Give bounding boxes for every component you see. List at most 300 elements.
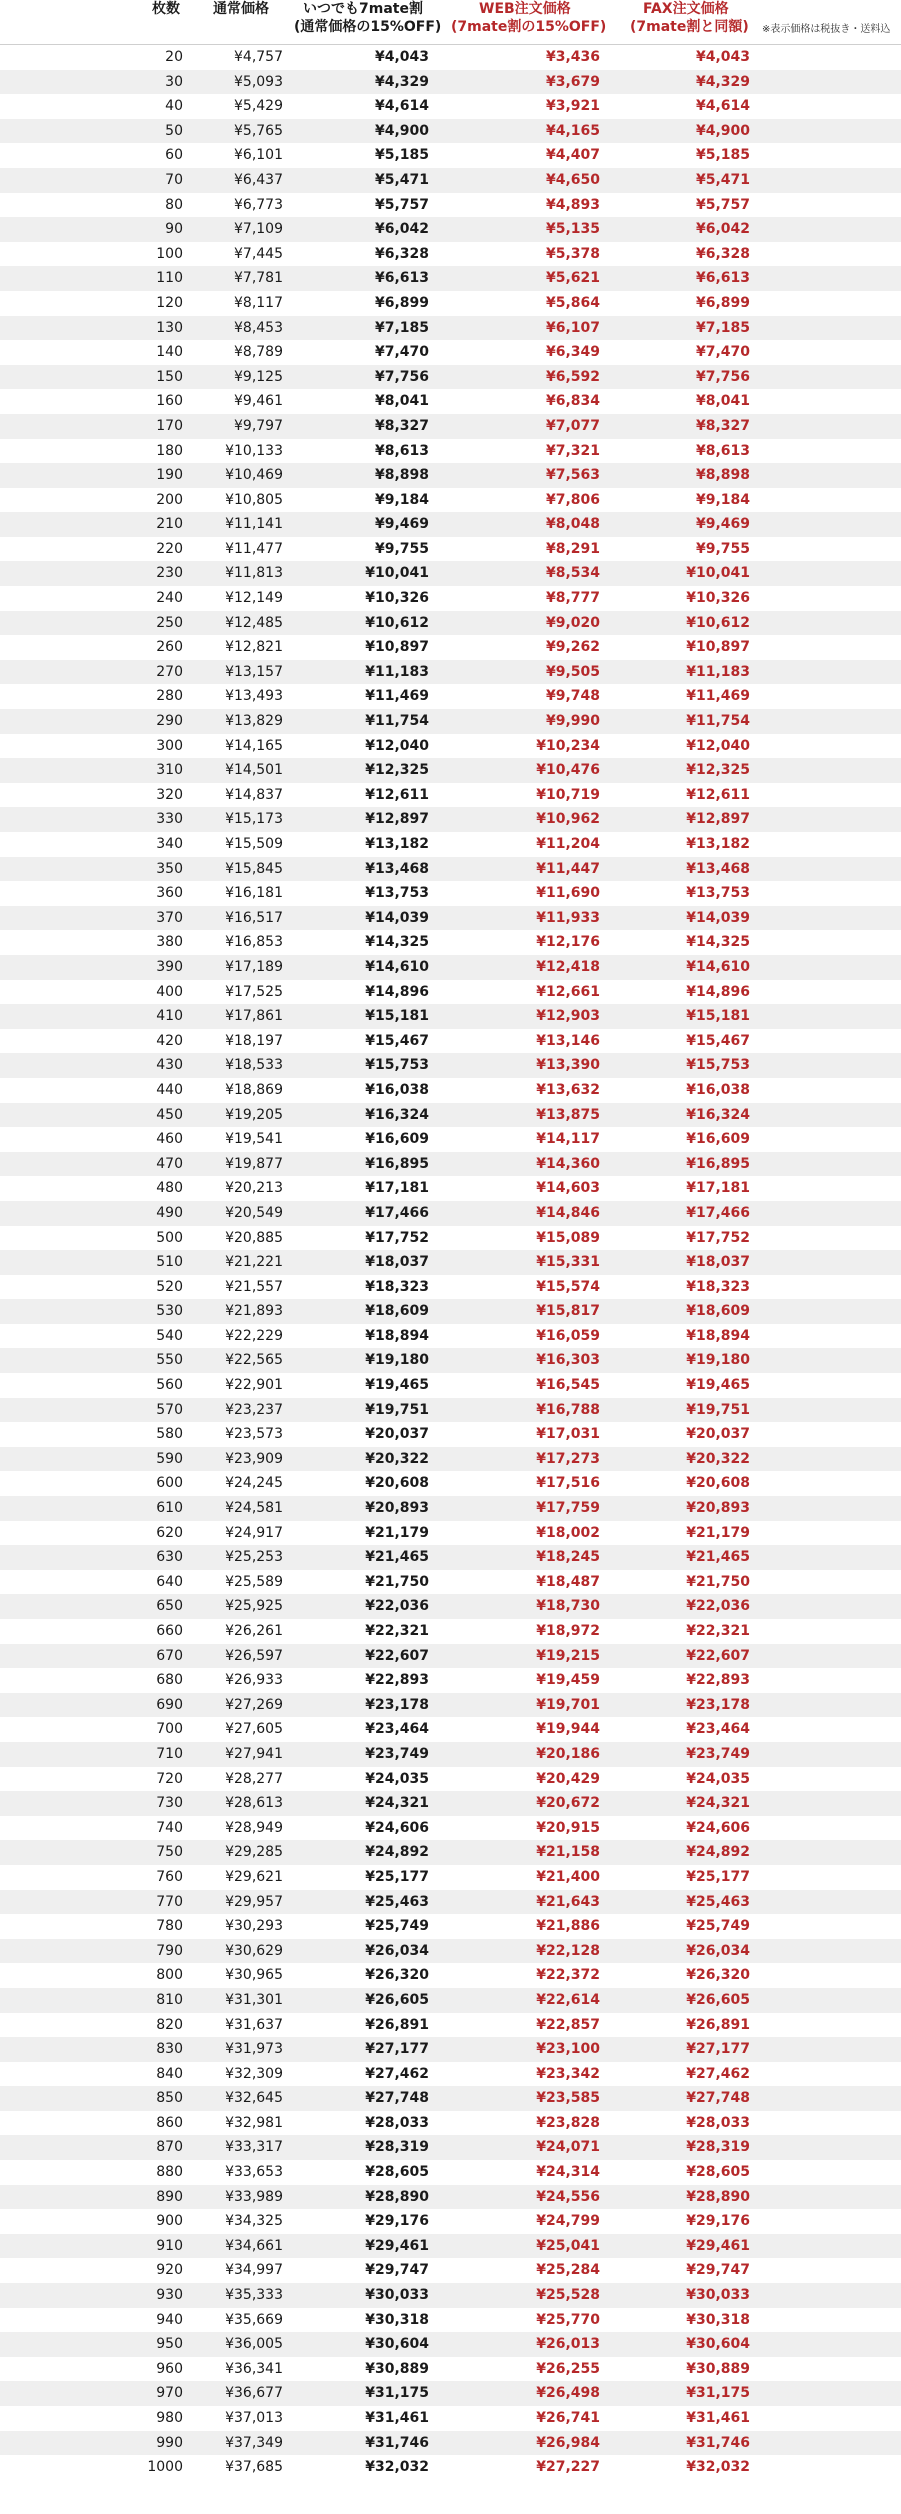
web-price-cell: ¥27,227 (536, 2459, 600, 2476)
table-row (0, 1742, 901, 1767)
web-price-cell: ¥26,741 (536, 2410, 600, 2426)
web-price-cell: ¥24,799 (536, 2213, 600, 2230)
table-row (0, 1103, 901, 1128)
sevenmate-price-cell: ¥20,893 (365, 1500, 429, 1517)
regular-price-cell: ¥19,877 (225, 1155, 283, 1172)
table-row (0, 955, 901, 980)
quantity-cell: 440 (156, 1081, 183, 1098)
fax-price-cell: ¥14,325 (686, 934, 750, 951)
regular-price-cell: ¥20,885 (225, 1229, 283, 1246)
regular-price-cell: ¥16,853 (225, 934, 283, 951)
web-price-cell: ¥11,447 (536, 860, 600, 877)
regular-price-cell: ¥9,461 (234, 393, 283, 410)
regular-price-cell: ¥28,949 (225, 1819, 283, 1836)
regular-price-cell: ¥8,789 (234, 344, 283, 361)
web-price-cell: ¥16,059 (536, 1327, 600, 1344)
table-row (0, 389, 901, 414)
fax-price-cell: ¥22,321 (686, 1623, 750, 1639)
regular-price-cell: ¥18,533 (225, 1057, 283, 1074)
table-row (0, 242, 901, 267)
fax-price-cell: ¥5,185 (695, 147, 750, 164)
fax-price-cell: ¥26,605 (686, 1991, 750, 2008)
quantity-cell: 910 (156, 2237, 183, 2254)
regular-price-cell: ¥24,245 (225, 1475, 283, 1492)
quantity-cell: 640 (156, 1573, 183, 1590)
sevenmate-price-cell: ¥24,606 (365, 1819, 429, 1836)
fax-price-cell: ¥24,606 (686, 1819, 750, 1836)
fax-price-cell: ¥7,756 (695, 368, 750, 385)
header-web-subtitle: (7mate割の15%OFF) (451, 19, 607, 35)
quantity-cell: 350 (156, 860, 183, 877)
table-row (0, 70, 901, 95)
sevenmate-price-cell: ¥31,461 (365, 2410, 429, 2426)
sevenmate-price-cell: ¥6,328 (374, 245, 429, 262)
fax-price-cell: ¥8,898 (695, 467, 750, 484)
fax-price-cell: ¥30,889 (686, 2360, 750, 2377)
fax-price-cell: ¥27,462 (686, 2065, 750, 2082)
table-row (0, 1004, 901, 1029)
fax-price-cell: ¥23,464 (686, 1721, 750, 1738)
sevenmate-price-cell: ¥19,180 (365, 1352, 429, 1369)
sevenmate-price-cell: ¥24,035 (365, 1770, 429, 1787)
fax-price-cell: ¥26,891 (686, 2016, 750, 2033)
quantity-cell: 380 (156, 934, 183, 951)
regular-price-cell: ¥5,429 (234, 98, 283, 115)
header-fax-subtitle: (7mate割と同額) (630, 19, 749, 35)
regular-price-cell: ¥37,013 (225, 2410, 283, 2426)
regular-price-cell: ¥36,341 (225, 2360, 283, 2377)
quantity-cell: 420 (156, 1032, 183, 1049)
fax-price-cell: ¥25,463 (686, 1893, 750, 1910)
sevenmate-price-cell: ¥7,185 (374, 319, 429, 336)
sevenmate-price-cell: ¥24,892 (365, 1844, 429, 1861)
fax-price-cell: ¥30,604 (686, 2336, 750, 2353)
table-row (0, 488, 901, 513)
web-price-cell: ¥20,429 (536, 1770, 600, 1787)
table-row (0, 1226, 901, 1251)
fax-price-cell: ¥32,032 (686, 2459, 750, 2476)
regular-price-cell: ¥29,957 (225, 1893, 283, 1910)
web-price-cell: ¥8,534 (545, 565, 600, 582)
web-price-cell: ¥12,903 (536, 1008, 600, 1025)
fax-price-cell: ¥22,036 (686, 1598, 750, 1615)
fax-price-cell: ¥29,461 (686, 2237, 750, 2254)
table-row (0, 2381, 901, 2406)
table-row (0, 1053, 901, 1078)
regular-price-cell: ¥29,621 (225, 1868, 283, 1885)
table-row (0, 1521, 901, 1546)
table-row (0, 1594, 901, 1619)
sevenmate-price-cell: ¥8,327 (374, 417, 429, 434)
quantity-cell: 930 (156, 2287, 183, 2304)
sevenmate-price-cell: ¥7,756 (374, 368, 429, 385)
web-price-cell: ¥25,528 (536, 2287, 600, 2304)
regular-price-cell: ¥30,965 (225, 1967, 283, 1984)
quantity-cell: 730 (156, 1795, 183, 1812)
regular-price-cell: ¥13,493 (225, 688, 283, 705)
web-price-cell: ¥20,186 (536, 1745, 600, 1762)
sevenmate-price-cell: ¥31,746 (365, 2434, 429, 2451)
web-price-cell: ¥24,314 (536, 2164, 600, 2181)
fax-price-cell: ¥12,897 (686, 811, 750, 828)
quantity-cell: 130 (156, 319, 183, 336)
quantity-cell: 570 (156, 1401, 183, 1418)
sevenmate-price-cell: ¥7,470 (374, 344, 429, 361)
table-row (0, 1570, 901, 1595)
sevenmate-price-cell: ¥21,750 (365, 1573, 429, 1590)
regular-price-cell: ¥11,813 (225, 565, 283, 582)
regular-price-cell: ¥9,125 (234, 368, 283, 385)
regular-price-cell: ¥17,861 (225, 1008, 283, 1025)
regular-price-cell: ¥4,757 (234, 49, 283, 65)
sevenmate-price-cell: ¥12,897 (365, 811, 429, 828)
sevenmate-price-cell: ¥22,036 (365, 1598, 429, 1615)
fax-price-cell: ¥23,178 (686, 1696, 750, 1713)
fax-price-cell: ¥29,176 (686, 2213, 750, 2230)
regular-price-cell: ¥33,653 (225, 2164, 283, 2181)
sevenmate-price-cell: ¥15,181 (365, 1008, 429, 1025)
table-row (0, 1865, 901, 1890)
sevenmate-price-cell: ¥21,465 (365, 1549, 429, 1566)
quantity-cell: 220 (156, 540, 183, 557)
table-row (0, 2160, 901, 2185)
regular-price-cell: ¥27,941 (225, 1745, 283, 1762)
quantity-cell: 240 (156, 590, 183, 607)
web-price-cell: ¥16,788 (536, 1401, 600, 1418)
fax-price-cell: ¥8,327 (695, 417, 750, 434)
fax-price-cell: ¥21,179 (686, 1524, 750, 1541)
regular-price-cell: ¥34,661 (225, 2237, 283, 2254)
fax-price-cell: ¥10,041 (686, 565, 750, 582)
quantity-cell: 630 (156, 1549, 183, 1566)
web-price-cell: ¥23,342 (536, 2065, 600, 2082)
fax-price-cell: ¥13,468 (686, 860, 750, 877)
quantity-cell: 410 (156, 1008, 183, 1025)
sevenmate-price-cell: ¥5,185 (374, 147, 429, 164)
regular-price-cell: ¥21,557 (225, 1278, 283, 1295)
fax-price-cell: ¥6,899 (695, 294, 750, 311)
web-price-cell: ¥9,262 (545, 639, 600, 656)
fax-price-cell: ¥18,037 (686, 1254, 750, 1271)
quantity-cell: 710 (156, 1745, 183, 1762)
web-price-cell: ¥13,632 (536, 1081, 600, 1098)
fax-price-cell: ¥20,608 (686, 1475, 750, 1492)
fax-price-cell: ¥18,609 (686, 1303, 750, 1320)
fax-price-cell: ¥10,612 (686, 614, 750, 631)
table-row (0, 1152, 901, 1177)
quantity-cell: 270 (156, 663, 183, 680)
regular-price-cell: ¥14,501 (225, 762, 283, 779)
fax-price-cell: ¥23,749 (686, 1745, 750, 1762)
sevenmate-price-cell: ¥11,469 (365, 688, 429, 705)
quantity-cell: 940 (156, 2311, 183, 2328)
fax-price-cell: ¥28,319 (686, 2139, 750, 2156)
sevenmate-price-cell: ¥8,898 (374, 467, 429, 484)
web-price-cell: ¥6,834 (545, 393, 600, 410)
sevenmate-price-cell: ¥12,325 (365, 762, 429, 779)
table-row (0, 684, 901, 709)
regular-price-cell: ¥8,117 (234, 294, 283, 311)
web-price-cell: ¥20,915 (536, 1819, 600, 1836)
fax-price-cell: ¥14,610 (686, 958, 750, 975)
sevenmate-price-cell: ¥4,900 (374, 122, 429, 139)
web-price-cell: ¥7,077 (545, 417, 600, 434)
regular-price-cell: ¥23,237 (225, 1401, 283, 1418)
sevenmate-price-cell: ¥5,471 (374, 171, 429, 188)
regular-price-cell: ¥36,677 (225, 2385, 283, 2402)
sevenmate-price-cell: ¥20,608 (365, 1475, 429, 1492)
quantity-cell: 840 (156, 2065, 183, 2082)
web-price-cell: ¥18,972 (536, 1623, 600, 1639)
table-row (0, 2357, 901, 2382)
quantity-cell: 700 (156, 1721, 183, 1738)
web-price-cell: ¥10,719 (536, 786, 600, 803)
quantity-cell: 600 (156, 1475, 183, 1492)
regular-price-cell: ¥10,469 (225, 467, 283, 484)
regular-price-cell: ¥17,189 (225, 958, 283, 975)
regular-price-cell: ¥31,637 (225, 2016, 283, 2033)
web-price-cell: ¥18,245 (536, 1549, 600, 1566)
fax-price-cell: ¥20,037 (686, 1426, 750, 1443)
table-row (0, 2258, 901, 2283)
sevenmate-price-cell: ¥23,749 (365, 1745, 429, 1762)
quantity-cell: 510 (156, 1254, 183, 1271)
sevenmate-price-cell: ¥28,605 (365, 2164, 429, 2181)
fax-price-cell: ¥21,750 (686, 1573, 750, 1590)
quantity-cell: 750 (156, 1844, 183, 1861)
table-row (0, 537, 901, 562)
web-price-cell: ¥26,255 (536, 2360, 600, 2377)
web-price-cell: ¥9,505 (545, 663, 600, 680)
web-price-cell: ¥9,990 (545, 713, 600, 730)
table-row (0, 193, 901, 218)
fax-price-cell: ¥16,038 (686, 1081, 750, 1098)
fax-price-cell: ¥6,613 (695, 270, 750, 287)
quantity-cell: 470 (156, 1155, 183, 1172)
table-row (0, 463, 901, 488)
regular-price-cell: ¥18,197 (225, 1032, 283, 1049)
sevenmate-price-cell: ¥16,895 (365, 1155, 429, 1172)
quantity-cell: 580 (156, 1426, 183, 1443)
fax-price-cell: ¥8,613 (695, 442, 750, 459)
fax-price-cell: ¥28,890 (686, 2188, 750, 2205)
regular-price-cell: ¥17,525 (225, 983, 283, 1000)
table-row (0, 906, 901, 931)
quantity-cell: 460 (156, 1131, 183, 1148)
sevenmate-price-cell: ¥20,037 (365, 1426, 429, 1443)
web-price-cell: ¥17,759 (536, 1500, 600, 1517)
quantity-cell: 660 (156, 1623, 183, 1639)
table-row (0, 660, 901, 685)
quantity-cell: 740 (156, 1819, 183, 1836)
regular-price-cell: ¥19,541 (225, 1131, 283, 1148)
table-row (0, 734, 901, 759)
tax-shipping-note: ※表示価格は税抜き・送料込 (762, 24, 891, 35)
table-row (0, 1619, 901, 1644)
table-row (0, 1644, 901, 1669)
table-row (0, 758, 901, 783)
table-row (0, 561, 901, 586)
table-row (0, 168, 901, 193)
table-row (0, 1890, 901, 1915)
table-row (0, 1250, 901, 1275)
sevenmate-price-cell: ¥6,899 (374, 294, 429, 311)
web-price-cell: ¥4,165 (545, 122, 600, 139)
regular-price-cell: ¥14,837 (225, 786, 283, 803)
web-price-cell: ¥5,378 (545, 245, 600, 262)
table-row (0, 1176, 901, 1201)
web-price-cell: ¥10,234 (536, 737, 600, 754)
web-price-cell: ¥9,748 (545, 688, 600, 705)
sevenmate-price-cell: ¥14,039 (365, 909, 429, 926)
web-price-cell: ¥16,303 (536, 1352, 600, 1369)
fax-price-cell: ¥9,469 (695, 516, 750, 533)
fax-price-cell: ¥18,323 (686, 1278, 750, 1295)
sevenmate-price-cell: ¥27,177 (365, 2041, 429, 2058)
quantity-cell: 950 (156, 2336, 183, 2353)
sevenmate-price-cell: ¥18,037 (365, 1254, 429, 1271)
fax-price-cell: ¥28,605 (686, 2164, 750, 2181)
fax-price-cell: ¥11,754 (686, 713, 750, 730)
fax-price-cell: ¥31,746 (686, 2434, 750, 2451)
sevenmate-price-cell: ¥17,466 (365, 1204, 429, 1221)
table-row (0, 2086, 901, 2111)
regular-price-cell: ¥24,581 (225, 1500, 283, 1517)
sevenmate-price-cell: ¥14,325 (365, 934, 429, 951)
web-price-cell: ¥25,284 (536, 2262, 600, 2279)
sevenmate-price-cell: ¥22,607 (365, 1647, 429, 1664)
quantity-cell: 990 (156, 2434, 183, 2451)
table-row (0, 1275, 901, 1300)
web-price-cell: ¥14,360 (536, 1155, 600, 1172)
regular-price-cell: ¥29,285 (225, 1844, 283, 1861)
regular-price-cell: ¥33,989 (225, 2188, 283, 2205)
quantity-cell: 150 (156, 368, 183, 385)
sevenmate-price-cell: ¥4,329 (374, 73, 429, 90)
sevenmate-price-cell: ¥10,897 (365, 639, 429, 656)
quantity-cell: 900 (156, 2213, 183, 2230)
fax-price-cell: ¥15,181 (686, 1008, 750, 1025)
quantity-cell: 330 (156, 811, 183, 828)
quantity-cell: 160 (156, 393, 183, 410)
regular-price-cell: ¥25,253 (225, 1549, 283, 1566)
table-row (0, 1767, 901, 1792)
sevenmate-price-cell: ¥20,322 (365, 1450, 429, 1467)
sevenmate-price-cell: ¥23,464 (365, 1721, 429, 1738)
quantity-cell: 860 (156, 2114, 183, 2131)
fax-price-cell: ¥13,182 (686, 836, 750, 852)
table-row (0, 611, 901, 636)
header-qty: 枚数 (152, 1, 180, 17)
sevenmate-price-cell: ¥28,890 (365, 2188, 429, 2205)
regular-price-cell: ¥24,917 (225, 1524, 283, 1541)
sevenmate-price-cell: ¥21,179 (365, 1524, 429, 1541)
quantity-cell: 210 (156, 516, 183, 533)
quantity-cell: 760 (156, 1868, 183, 1885)
table-row (0, 586, 901, 611)
quantity-cell: 780 (156, 1918, 183, 1935)
table-row (0, 1791, 901, 1816)
web-price-cell: ¥20,672 (536, 1795, 600, 1812)
web-price-cell: ¥24,556 (536, 2188, 600, 2205)
fax-price-cell: ¥27,177 (686, 2041, 750, 2058)
sevenmate-price-cell: ¥26,605 (365, 1991, 429, 2008)
sevenmate-price-cell: ¥29,176 (365, 2213, 429, 2230)
fax-price-cell: ¥10,326 (686, 590, 750, 607)
web-price-cell: ¥22,372 (536, 1967, 600, 1984)
quantity-cell: 520 (156, 1278, 183, 1295)
sevenmate-price-cell: ¥32,032 (365, 2459, 429, 2476)
sevenmate-price-cell: ¥30,318 (365, 2311, 429, 2328)
sevenmate-price-cell: ¥4,614 (374, 98, 429, 115)
regular-price-cell: ¥14,165 (225, 737, 283, 754)
table-row (0, 1963, 901, 1988)
quantity-cell: 20 (165, 49, 183, 65)
sevenmate-price-cell: ¥27,462 (365, 2065, 429, 2082)
quantity-cell: 360 (156, 885, 183, 902)
quantity-cell: 340 (156, 836, 183, 852)
table-row (0, 1914, 901, 1939)
table-row (0, 1447, 901, 1472)
table-row (0, 1816, 901, 1841)
table-body (0, 45, 901, 2480)
header-web-title: WEB注文価格 (479, 1, 571, 17)
regular-price-cell: ¥6,101 (234, 147, 283, 164)
sevenmate-price-cell: ¥15,467 (365, 1032, 429, 1049)
regular-price-cell: ¥15,173 (225, 811, 283, 828)
regular-price-cell: ¥35,669 (225, 2311, 283, 2328)
regular-price-cell: ¥37,685 (225, 2459, 283, 2476)
quantity-cell: 680 (156, 1672, 183, 1689)
fax-price-cell: ¥21,465 (686, 1549, 750, 1566)
regular-price-cell: ¥23,909 (225, 1450, 283, 1467)
web-price-cell: ¥3,436 (545, 49, 600, 65)
sevenmate-price-cell: ¥12,040 (365, 737, 429, 754)
sevenmate-price-cell: ¥14,610 (365, 958, 429, 975)
sevenmate-price-cell: ¥18,323 (365, 1278, 429, 1295)
sevenmate-price-cell: ¥30,889 (365, 2360, 429, 2377)
regular-price-cell: ¥11,141 (225, 516, 283, 533)
regular-price-cell: ¥22,565 (225, 1352, 283, 1369)
quantity-cell: 390 (156, 958, 183, 975)
regular-price-cell: ¥13,829 (225, 713, 283, 730)
table-row (0, 2406, 901, 2431)
web-price-cell: ¥26,984 (536, 2434, 600, 2451)
table-row (0, 340, 901, 365)
table-row (0, 1693, 901, 1718)
table-row (0, 930, 901, 955)
quantity-cell: 40 (165, 98, 183, 115)
sevenmate-price-cell: ¥26,891 (365, 2016, 429, 2033)
fax-price-cell: ¥13,753 (686, 885, 750, 902)
regular-price-cell: ¥9,797 (234, 417, 283, 434)
table-row (0, 1840, 901, 1865)
sevenmate-price-cell: ¥10,326 (365, 590, 429, 607)
web-price-cell: ¥12,418 (536, 958, 600, 975)
quantity-cell: 180 (156, 442, 183, 459)
web-price-cell: ¥21,158 (536, 1844, 600, 1861)
quantity-cell: 500 (156, 1229, 183, 1246)
web-price-cell: ¥5,135 (545, 221, 600, 238)
web-price-cell: ¥17,516 (536, 1475, 600, 1492)
quantity-cell: 890 (156, 2188, 183, 2205)
regular-price-cell: ¥28,613 (225, 1795, 283, 1812)
web-price-cell: ¥18,730 (536, 1598, 600, 1615)
table-row (0, 1127, 901, 1152)
quantity-cell: 170 (156, 417, 183, 434)
sevenmate-price-cell: ¥11,183 (365, 663, 429, 680)
fax-price-cell: ¥9,184 (695, 491, 750, 508)
